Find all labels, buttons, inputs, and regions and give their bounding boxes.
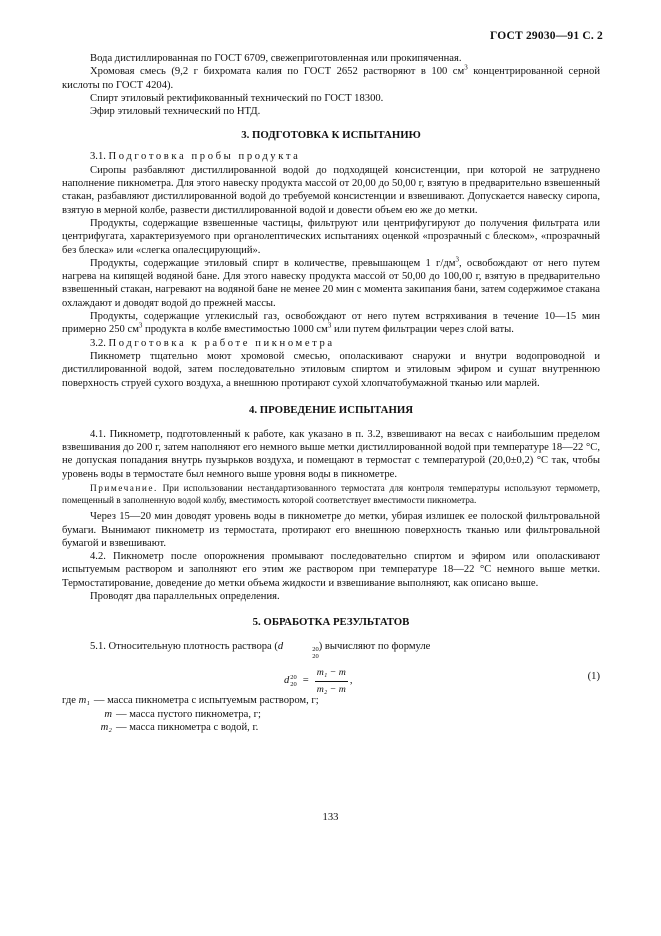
note bbox=[62, 484, 600, 507]
density-formula bbox=[284, 666, 353, 696]
formula-lhs-indices: 20 20 bbox=[290, 674, 297, 689]
paragraph-5-1: 5.1. Относительную плотность раствора (d 20 20 ) вычисляют по формуле bbox=[90, 641, 431, 661]
paragraph-4-1: 4.1. Пикнометр, подготовленный к работе, как указано в п. 3.2, взвешивают на весах с наибольшим пределом взвешивания до 200 г, затем наполняют его немного выше метки дистиллированной водой при температуре 18—22 °С, не допуская попадания внутрь пузырьков воздуха, и помещают в термостат с температурой (20,0±0,2) °С так, чтобы уровень воды в термостате был немного выше уровня воды в пикнометре. bbox=[62, 428, 600, 480]
note-text: При использовании нестандартизованного термостата для контроля температуры используют термометр, помещенный в заполненную водой колбу, вместимость которой соответствует вместимости пикнометра. bbox=[62, 484, 600, 506]
definition-row: m — масса пустого пикнометра, г; bbox=[104, 708, 261, 720]
paragraph-4-1-continued: Через 15—20 мин доводят уровень воды в пикнометре до метки, убирая излишек ее полоской фильтровальной бумаги. Вынимают пикнометр из термостата, протирают его внешнюю поверхность тканью или фильтровальной бумагой и взвешивают. bbox=[62, 511, 600, 549]
reagent-ether: Эфир этиловый технический по НТД. bbox=[90, 106, 261, 118]
page-content bbox=[62, 52, 600, 734]
paragraph-parallel: Проводят два параллельных определения. bbox=[90, 590, 280, 602]
page-number: 133 bbox=[322, 812, 339, 823]
equation-number: (1) bbox=[587, 671, 600, 683]
definition-row: m₂ — масса пикнометра с водой, г. bbox=[100, 721, 259, 733]
section-5-title: 5. ОБРАБОТКА РЕЗУЛЬТАТОВ bbox=[252, 616, 410, 629]
formula-fraction bbox=[315, 666, 348, 696]
section-4-title: 4. ПРОВЕДЕНИЕ ИСПЫТАНИЯ bbox=[248, 403, 414, 416]
paragraph-4-2: 4.2. Пикнометр после опорожнения промывают последовательно спиртом и эфиром или ополаскивают испытуемым раствором и заполняют его этим же раствором при температуре 18—22 °С немного выше метки. Термостатирование, доведение до метки объема жидкости и взвешивание выполняют, как описано выше. bbox=[62, 551, 600, 589]
reagent-water: Вода дистиллированная по ГОСТ 6709, свежеприготовленная или прокипяченная. bbox=[90, 53, 462, 64]
formula-1 bbox=[62, 664, 600, 700]
formula-denominator: m₂ − m bbox=[316, 683, 346, 695]
page-header: ГОСТ 29030—91 С. 2 bbox=[490, 30, 603, 42]
paragraph-pycnometer-cleaning: Пикнометр тщательно моют хромовой смесью, ополаскивают снаружи и внутри водопроводной и дистиллированной водой, затем последовательно этиловым спиртом и этиловым эфиром и сушат внутреннюю поверхность струей сухого воздуха, а внешнюю протирают сухой хлопчатобумажной тканью или марлей. bbox=[62, 350, 600, 389]
formula-lhs: d bbox=[284, 675, 290, 687]
paragraph-co2-removal: Продукты, содержащие углекислый газ, освобождают от него путем встряхивания в течение 10—15 мин примерно 250 $см^3$ продукта в колбе вместимостью 1000 $см^3$ или путем фильтрации через слой ваты. bbox=[62, 311, 600, 336]
paragraph-ethanol-removal: Продукты, содержащие этиловый спирт в количестве, превышающем 1 $г/дм^3$, освобождают от него путем нагрева на кипящей водяной бане. Для этого навеску продукта массой от 50,00 до 100,00 г, взятую в предварительно взвешенный стакан, нагревают на водяной бане не менее 20 мин с момента закипания бани, затем содержимое стакана охлаждают и доводят водой до прежней массы. bbox=[62, 255, 600, 309]
paragraph-syrups: Сиропы разбавляют дистиллированной водой до подходящей консистенции, при которой не затруднено наполнение пикнометра. Для этого навеску продукта массой от 20,00 до 50,00 г, взятую в предварительно взвешенный стакан, разбавляют дистиллированной водой до требуемой консистенции и взвешивают. Допускается навеску сиропа, взятую в мерной колбе, развести дистиллированной водой и довести объем ею же до метки. bbox=[62, 164, 600, 216]
section-3-title: 3. ПОДГОТОВКА К ИСПЫТАНИЮ bbox=[241, 129, 421, 142]
reagent-ethanol: Спирт этиловый ректификованный технический по ГОСТ 18300. bbox=[90, 92, 384, 104]
reagent-chrome-mixture: Хромовая смесь (9,2 г бихромата калия по ГОСТ 2652 растворяют в 100 $см^3$ концентрированной серной кислоты по ГОСТ 4204). bbox=[62, 63, 600, 91]
formula-equals: = bbox=[302, 675, 309, 687]
paragraph-suspended-particles: Продукты, содержащие взвешенные частицы, фильтруют или центрифугируют до получения фильтрата или центрифугата, характеризуемого при органолептических испытаниях оценкой «прозрачный с блеском», «прозрачный без блеска» или «слегка опалесцирующий». bbox=[62, 217, 600, 256]
subsection-3-1-heading: 3.1. Подготовка пробы продукта bbox=[90, 151, 301, 163]
note-label: Примечание. bbox=[90, 484, 158, 495]
formula-trailing: , bbox=[349, 675, 353, 687]
definition-row: где m₁ — масса пикнометра с испытуемым раствором, г; bbox=[62, 695, 319, 707]
formula-numerator: m₁ − m bbox=[315, 666, 348, 681]
subsection-3-2-heading: 3.2. Подготовка к работе пикнометра bbox=[90, 337, 335, 349]
